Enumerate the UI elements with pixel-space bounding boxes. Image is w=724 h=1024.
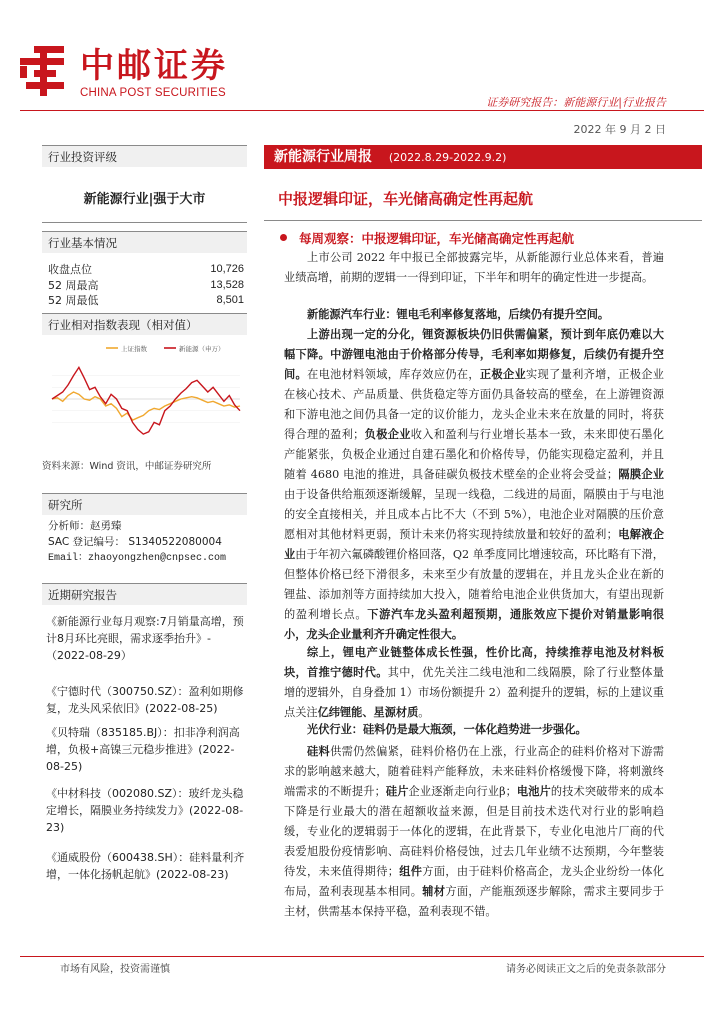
basic-label: 52 周最高 bbox=[48, 279, 99, 292]
research-section-header: 研究所 bbox=[42, 493, 247, 515]
text: 方面，产能瓶颈逐步解除，需求主要同步于主材，供需基本保持平稳，盈利表现不错。 bbox=[284, 885, 664, 918]
basic-label: 52 周最低 bbox=[48, 294, 99, 307]
recent-report-2[interactable]: 《宁德时代（300750.SZ）：盈利如期修复，龙头风采依旧》(2022-08-25) bbox=[46, 685, 244, 715]
industry-rating: 新能源行业|强于大市 bbox=[83, 192, 206, 207]
ev-heading bbox=[284, 305, 664, 325]
paragraph-ev-detail bbox=[284, 325, 664, 645]
relative-index-chart bbox=[46, 340, 246, 454]
brand-name-en: CHINA POST SECURITIES bbox=[80, 87, 226, 99]
company-logo-icon bbox=[20, 46, 66, 96]
basics-section-header: 行业基本情况 bbox=[42, 231, 247, 253]
recent-section-header: 近期研究报告 bbox=[42, 583, 247, 605]
kw-wafer: 硅片 bbox=[385, 785, 409, 798]
text: 供需仍然偏紧，硅料价格仍在上涨，行业高企的硅料价格对下游需求的影响越来越大，随着硅料产能释放，未来硅料价格缓慢下降，将刺激终端需求的不断提升； bbox=[284, 745, 664, 798]
footer-divider bbox=[20, 956, 704, 957]
disclaimer-note: 请务必阅读正文之后的免责条款部分 bbox=[506, 964, 666, 975]
text: 由于设备供给瓶颈逐渐缓解，呈现一线稳，二线进的局面，隔膜由于与电池的安全直接相关，并且成本占比不大（不到 5%），电池企业对隔膜的压价意愿相对其他材料更弱，预计未来仍将实现持续放量和较好的盈利； bbox=[284, 488, 664, 541]
ev-heading-text: 新能源汽车行业：锂电毛利率修复落地，后续仍有提升空间。 bbox=[307, 308, 610, 321]
sac-number: SAC 登记编号： S1340522080004 bbox=[48, 536, 222, 548]
text: 在电池材料领域，库存效应仍在， bbox=[307, 368, 480, 381]
analyst-name: 分析师：赵勇臻 bbox=[48, 520, 122, 532]
chart-section-header: 行业相对指数表现（相对值） bbox=[42, 313, 247, 335]
text: 企业逐渐走向行业β； bbox=[408, 785, 517, 798]
title-divider bbox=[264, 220, 702, 221]
basic-value: 8,501 bbox=[216, 294, 244, 306]
recent-report-5[interactable]: 《通威股份（600438.SH）：硅料量利齐增，一体化扬帆起航》(2022-08-23) bbox=[46, 851, 245, 881]
ev-summary-point: 综上，锂电产业链整体成长性强，性价比高，持续推荐电池及材料板块，首推宁德时代。 bbox=[284, 646, 664, 679]
text: 收入和盈利与行业增长基本一致，未来即使石墨化产能紧张，负极企业通过自建石墨化和价格传导，仍能实现稳定盈利，并且随着 4680 电池的推进，具备硅碳负极技术壁垒的企业将会受益； bbox=[284, 428, 664, 481]
text: 实现了量利齐增，正极企业在核心技术、产品质量、供货稳定等方面仍具备较高的壁垒，在上游锂资源和下游电池之间仍具备一定的议价能力，龙头企业未来在放量的同时，将获得合理的盈利； bbox=[284, 368, 664, 441]
report-title-bar bbox=[264, 145, 702, 169]
weekly-observation-heading bbox=[280, 229, 574, 247]
recent-report-4[interactable]: 《中材科技（002080.SZ）：玻纤龙头稳定增长，隔膜业务持续发力》(2022-08-23) bbox=[46, 787, 244, 834]
report-series-title: 新能源行业周报 bbox=[274, 149, 372, 165]
basic-row-low bbox=[48, 293, 244, 308]
header-divider bbox=[20, 110, 704, 111]
basic-row-close bbox=[48, 262, 244, 277]
kw-electrolyte: 电解液企业 bbox=[284, 528, 664, 561]
rating-section-header: 行业投资评级 bbox=[42, 145, 247, 167]
recent-report-3[interactable]: 《贝特瑞（835185.BJ）：扣非净利润高增，负极+高镍三元稳步推进》(2022-08-25) bbox=[46, 726, 240, 773]
report-date: 2022 年 9 月 2 日 bbox=[573, 123, 666, 136]
kw-auxiliary: 辅材 bbox=[422, 885, 446, 898]
chart-svg bbox=[46, 340, 246, 454]
text: 的技术突破带来的成本下降是行业最大的潜在超额收益来源，但是目前技术迭代对行业的影响趋缓，专业化的逻辑弱于一体化的逻辑，在此背景下，专业化电池片厂商的代表爱旭股份疫情影响、高硅料价格侵蚀，过去几年业绩不达预期，今年整装待发，未来值得期待； bbox=[284, 785, 664, 878]
report-category: 证券研究报告：新能源行业|行业报告 bbox=[486, 96, 666, 109]
basic-value: 13,528 bbox=[210, 279, 244, 291]
chart-series-line-0 bbox=[52, 392, 240, 420]
rating-divider bbox=[42, 222, 247, 223]
paragraph-ev-summary bbox=[284, 643, 664, 723]
paragraph-pv-detail bbox=[284, 742, 664, 922]
report-main-title: 中报逻辑印证，车光储高确定性再起航 bbox=[278, 190, 534, 208]
ev-key-point: 上游出现一定的分化，锂资源板块仍旧供需偏紧，预计到年底仍难以大幅下降。中游锂电池由于价格部分传导，毛利率如期修复，后续仍有提升空间。 bbox=[284, 328, 664, 381]
brand-name-cn: 中邮证券 bbox=[80, 46, 228, 86]
chart-series-line-1 bbox=[52, 367, 240, 434]
pv-heading bbox=[284, 720, 664, 740]
kw-cell: 电池片 bbox=[516, 785, 551, 798]
kw-picks: 亿纬锂能、星源材质 bbox=[317, 706, 419, 719]
kw-module: 组件 bbox=[398, 865, 423, 878]
basic-value: 10,726 bbox=[210, 263, 244, 275]
risk-warning: 市场有风险，投资需谨慎 bbox=[60, 964, 170, 975]
bullet-dot-icon bbox=[280, 234, 287, 241]
kw-polysilicon: 硅料 bbox=[307, 745, 331, 758]
text: 方面，由于硅料价格高企，龙头企业纷纷一体化布局，盈利表现基本相同。 bbox=[284, 865, 664, 898]
chart-source: 资料来源：Wind 资讯，中邮证券研究所 bbox=[42, 461, 212, 472]
text: 由于年初六氟磷酸锂价格回落，Q2 单季度同比增速较高，环比略有下滑，但整体价格已经下滑很多，未来至少有放量的逻辑在，并且龙头企业在新的锂盐、添加剂等方面持续加大投入，随着给电池企业供货加大，有望出现新的盈利增长点。 bbox=[284, 548, 664, 621]
paragraph-intro: 上市公司 2022 年中报已全部披露完毕，从新能源行业总体来看，普遍业绩高增，前期的逻辑一一得到印证，下半年和明年的确定性进一步提高。 bbox=[284, 251, 664, 284]
pv-heading-text: 光伏行业：硅料仍是最大瓶颈，一体化趋势进一步强化。 bbox=[307, 723, 587, 736]
ev-downstream-point: 下游汽车龙头盈利超预期，通胀效应下提价对销量影响很小，龙头企业量利齐升确定性很大。 bbox=[284, 608, 664, 641]
bullet-heading-text: 每周观察：中报逻辑印证，车光储高确定性再起航 bbox=[299, 231, 575, 246]
basic-row-high bbox=[48, 278, 244, 293]
report-date-range: (2022.8.29-2022.9.2) bbox=[388, 151, 507, 164]
legend-label-0: 上证指数 bbox=[121, 345, 147, 353]
legend-label-1: 新能源（申万） bbox=[179, 345, 225, 353]
text: 其中，优先关注二线电池和二线隔膜，除了行业整体量增的逻辑外，自身叠加 1）市场份额提升 2）盈利提升的逻辑，标的上建议重点关注 bbox=[284, 666, 664, 719]
kw-cathode: 正极企业 bbox=[479, 368, 527, 381]
text: 。 bbox=[418, 706, 430, 719]
analyst-email[interactable]: Email：zhaoyongzhen@cnpsec.com bbox=[48, 553, 227, 564]
basic-label: 收盘点位 bbox=[48, 263, 92, 276]
kw-anode: 负极企业 bbox=[364, 428, 411, 441]
recent-report-1[interactable]: 《新能源行业每月观察:7月销量高增，预计8月环比亮眼，需求逐季抬升》-（2022-08-29） bbox=[46, 615, 244, 662]
kw-separator: 隔膜企业 bbox=[618, 468, 664, 481]
